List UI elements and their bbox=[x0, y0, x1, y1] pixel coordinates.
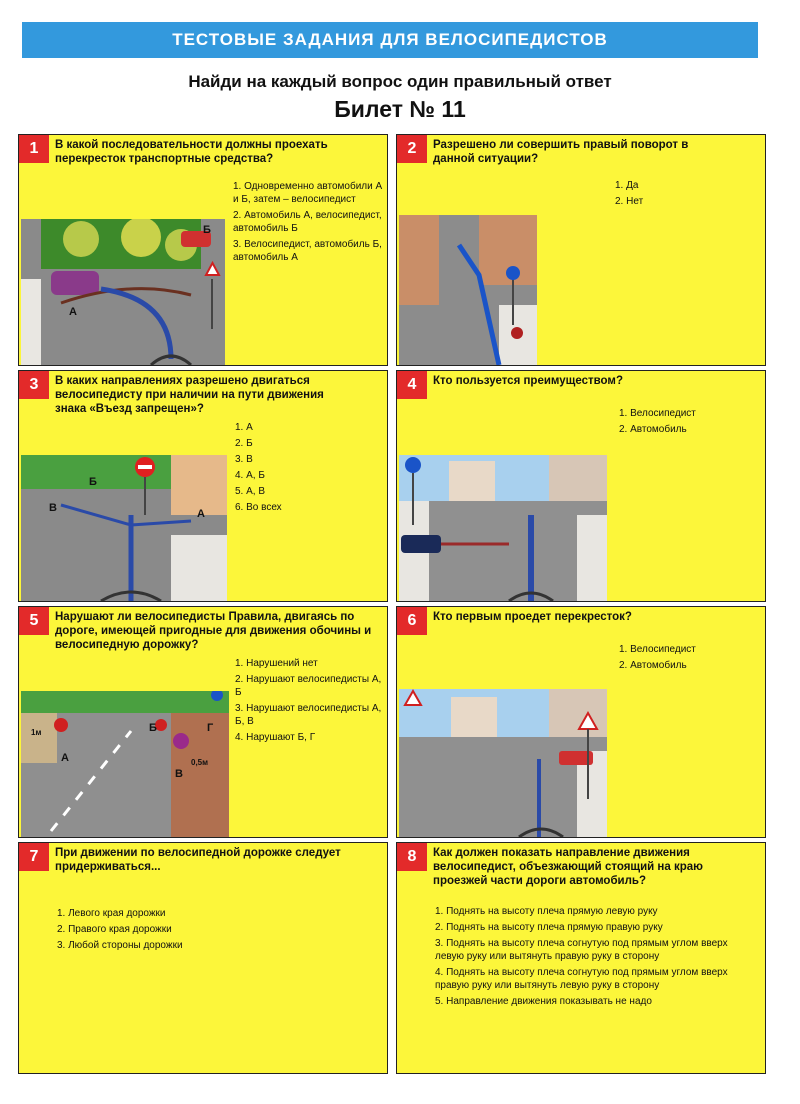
answer-list bbox=[235, 421, 335, 517]
answer-option[interactable]: 1. Левого края дорожки bbox=[57, 908, 166, 919]
answer-option[interactable]: 2. Нет bbox=[615, 196, 644, 207]
answer-option[interactable]: 2. Нарушают велосипедисты А, Б bbox=[235, 674, 382, 698]
answer-option[interactable]: 5. Направление движения показывать не надо bbox=[435, 996, 652, 1007]
label-v: В bbox=[49, 502, 57, 514]
answer-option[interactable]: 4. А, Б bbox=[235, 470, 265, 481]
no-entry-illustration bbox=[21, 455, 227, 601]
answer-option[interactable]: 2. Б bbox=[235, 438, 253, 449]
page-subtitle: Найди на каждый вопрос один правильный ответ bbox=[188, 72, 612, 91]
ticket-number: Билет № 11 bbox=[334, 96, 466, 122]
label-b: Б bbox=[203, 224, 211, 236]
question-text: Как должен показать направление движения велосипедист, объезжающий стоящий на краю проезжей части дороги автомобиль? bbox=[433, 847, 703, 887]
question-number: 2 bbox=[397, 135, 427, 163]
question-number: 3 bbox=[19, 371, 49, 399]
answer-option[interactable]: 2. Автомобиль А, велосипедист, автомобиль Б bbox=[233, 210, 382, 234]
question-number: 8 bbox=[397, 843, 427, 871]
label-v: В bbox=[175, 768, 183, 780]
answer-option[interactable]: 6. Во всех bbox=[235, 502, 282, 513]
answer-option[interactable]: 1. Велосипедист bbox=[619, 644, 696, 655]
answer-option[interactable]: 4. Нарушают Б, Г bbox=[235, 732, 316, 743]
question-number: 5 bbox=[19, 607, 49, 635]
answer-option[interactable]: 1. Нарушений нет bbox=[235, 658, 318, 669]
question-text: Разрешено ли совершить правый поворот в данной ситуации? bbox=[433, 139, 689, 165]
label-b: Б bbox=[149, 722, 157, 734]
answer-option[interactable]: 1. Поднять на высоту плеча прямую левую руку bbox=[435, 906, 658, 917]
question-card-6 bbox=[396, 606, 766, 838]
label-a: А bbox=[61, 752, 69, 764]
priority-illustration bbox=[399, 455, 607, 601]
question-card-3 bbox=[18, 370, 388, 602]
crossroads-illustration bbox=[399, 689, 607, 837]
question-card-1 bbox=[18, 134, 388, 366]
answer-list bbox=[235, 657, 385, 747]
answer-option[interactable]: 1. А bbox=[235, 422, 253, 433]
question-card-7 bbox=[18, 842, 388, 1074]
question-number: 7 bbox=[19, 843, 49, 871]
answer-option[interactable]: 1. Велосипедист bbox=[619, 408, 696, 419]
answer-option[interactable]: 3. Любой стороны дорожки bbox=[57, 940, 183, 951]
answer-option[interactable]: 2. Автомобиль bbox=[619, 660, 687, 671]
question-number: 4 bbox=[397, 371, 427, 399]
question-number: 1 bbox=[19, 135, 49, 163]
question-text: В каких направлениях разрешено двигаться велосипедисту при наличии на пути движения знака «Въезд запрещен»? bbox=[55, 375, 324, 415]
answer-option[interactable]: 1. Одновременно автомобили А и Б, затем – велосипедист bbox=[233, 181, 383, 205]
answer-list bbox=[57, 907, 277, 955]
answer-option[interactable]: 3. Нарушают велосипедисты А, Б, В bbox=[235, 703, 382, 727]
answer-option[interactable]: 3. Велосипедист, автомобиль Б, автомобиль А bbox=[233, 239, 382, 263]
label-a: А bbox=[69, 306, 77, 318]
question-card-4 bbox=[396, 370, 766, 602]
question-card-5 bbox=[18, 606, 388, 838]
label-g: Г bbox=[207, 722, 214, 734]
question-card-2 bbox=[396, 134, 766, 366]
question-card-8 bbox=[396, 842, 766, 1074]
answer-list bbox=[435, 905, 755, 1011]
answer-list bbox=[619, 643, 759, 675]
question-text: Кто пользуется преимуществом? bbox=[433, 375, 623, 387]
road-shoulder-illustration bbox=[21, 691, 229, 837]
answer-option[interactable]: 2. Поднять на высоту плеча прямую правую руку bbox=[435, 922, 663, 933]
distance-label-1m: 1м bbox=[31, 728, 42, 737]
distance-label-05m: 0,5м bbox=[191, 758, 209, 767]
question-number: 6 bbox=[397, 607, 427, 635]
intersection-illustration bbox=[21, 219, 225, 365]
answer-option[interactable]: 1. Да bbox=[615, 180, 639, 191]
answer-list bbox=[619, 407, 759, 439]
answer-option[interactable]: 2. Правого края дорожки bbox=[57, 924, 172, 935]
question-text: В какой последовательности должны проехать перекресток транспортные средства? bbox=[55, 139, 328, 165]
answer-option[interactable]: 5. А, В bbox=[235, 486, 266, 497]
answer-option[interactable]: 3. Поднять на высоту плеча согнутую под прямым углом вверх левую руку или вытянуть правую руку в сторону bbox=[435, 938, 728, 962]
question-text: Кто первым проедет перекресток? bbox=[433, 611, 632, 623]
label-a: А bbox=[197, 508, 205, 520]
turn-illustration bbox=[399, 215, 537, 365]
question-text: При движении по велосипедной дорожке следует придерживаться... bbox=[55, 847, 341, 873]
answer-list bbox=[233, 180, 383, 267]
answer-option[interactable]: 2. Автомобиль bbox=[619, 424, 687, 435]
answer-option[interactable]: 4. Поднять на высоту плеча согнутую под прямым углом вверх правую руку или вытянуть левую руку в сторону bbox=[435, 967, 728, 991]
question-text: Нарушают ли велосипедисты Правила, двигаясь по дороге, имеющей пригодные для движения обочины и велосипедную дорожку? bbox=[55, 611, 372, 651]
label-b: Б bbox=[89, 476, 97, 488]
answer-option[interactable]: 3. В bbox=[235, 454, 253, 465]
banner-title: ТЕСТОВЫЕ ЗАДАНИЯ ДЛЯ ВЕЛОСИПЕДИСТОВ bbox=[22, 22, 758, 58]
answer-list bbox=[615, 179, 735, 211]
